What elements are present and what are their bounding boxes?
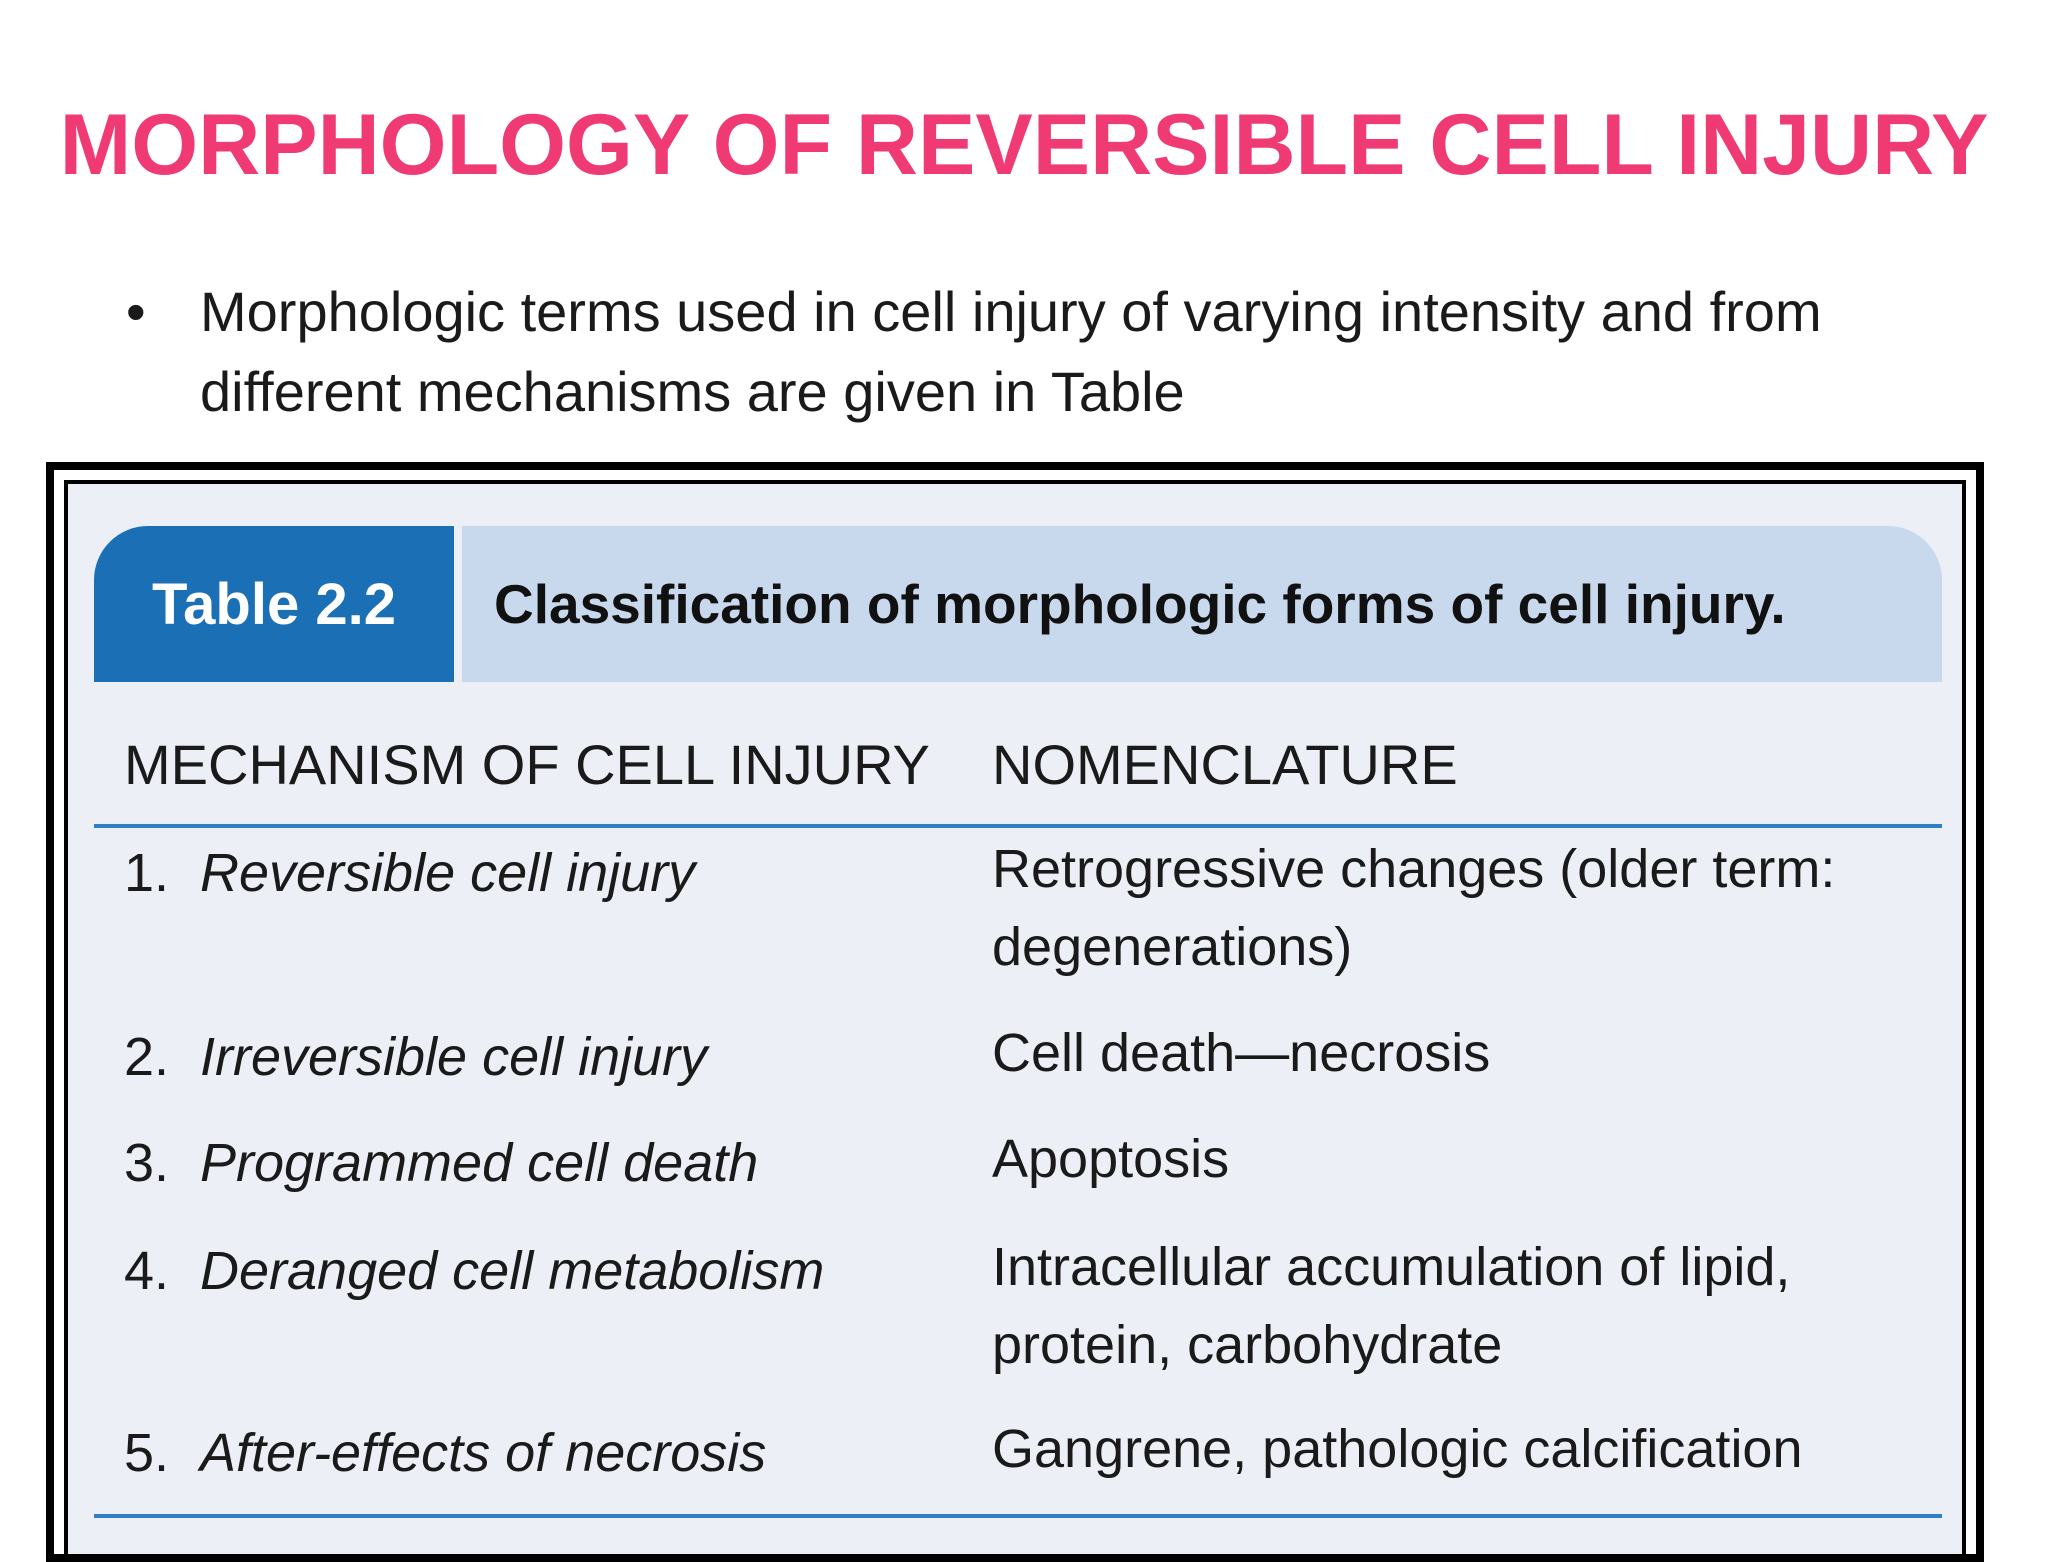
- row-number: 5.: [124, 1423, 170, 1483]
- row-mechanism: Programmed cell death: [200, 1133, 759, 1193]
- row-mechanism: Reversible cell injury: [200, 843, 696, 903]
- row-number: 3.: [124, 1133, 170, 1193]
- row-nomenclature: Cell death—necrosis: [992, 1023, 1491, 1083]
- table-number-tag: Table 2.2: [94, 526, 454, 682]
- column-header-mechanism: MECHANISM OF CELL INJURY: [124, 733, 930, 796]
- table-caption: Classification of morphologic forms of cell injury.: [462, 526, 1942, 682]
- bullet-icon: •: [126, 280, 146, 343]
- row-number: 2.: [124, 1027, 170, 1087]
- slide-title: MORPHOLOGY OF REVERSIBLE CELL INJURY: [59, 97, 1989, 193]
- footer-rule: [94, 1514, 1942, 1518]
- row-mechanism: After-effects of necrosis: [200, 1423, 767, 1483]
- bullet-text: Morphologic terms used in cell injury of varying intensity and from different mechanisms are given in Table: [200, 280, 1822, 423]
- row-nomenclature: Gangrene, pathologic calcification: [992, 1419, 1803, 1479]
- row-nomenclature: Intracellular accumulation of lipid, protein, carbohydrate: [992, 1237, 1791, 1375]
- row-number: 1.: [124, 843, 170, 903]
- table-frame-inner: [64, 480, 1966, 1554]
- classification-table: [94, 504, 1942, 1554]
- table-header: [94, 526, 1942, 682]
- table-frame: [46, 462, 1984, 1562]
- row-nomenclature: Retrogressive changes (older term: degenerations): [992, 839, 1836, 977]
- row-number: 4.: [124, 1241, 170, 1301]
- row-mechanism: Irreversible cell injury: [200, 1027, 708, 1087]
- header-rule: [94, 824, 1942, 828]
- column-header-nomenclature: NOMENCLATURE: [992, 733, 1458, 796]
- row-nomenclature: Apoptosis: [992, 1129, 1230, 1189]
- row-mechanism: Deranged cell metabolism: [200, 1241, 825, 1301]
- bullet-item: [126, 272, 1996, 432]
